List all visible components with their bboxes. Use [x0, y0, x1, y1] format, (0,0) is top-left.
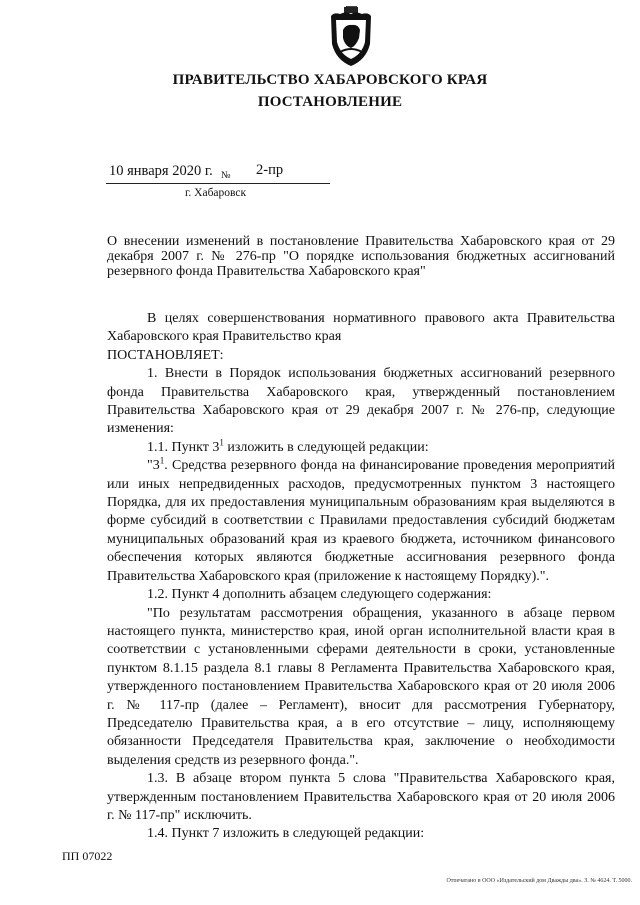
date-underline [106, 183, 330, 184]
document-number: 2-пр [256, 162, 284, 178]
coat-of-arms-emblem [326, 6, 376, 68]
paragraph-1: 1. Внести в Порядок использования бюджетных ассигнований резервного фонда Правительства Хабаровского края, утвержденный постановлением Правительства Хабаровского края от 29 декабря 2007 г. № 276-пр, следующие изменения: [107, 366, 615, 437]
paragraph-1-4: 1.4. Пункт 7 изложить в следующей редакции: [147, 826, 425, 842]
quote-1 [107, 457, 615, 586]
superscript: 1 [159, 455, 165, 466]
document-date: 10 января 2020 г. [109, 163, 213, 179]
paragraph-1-1-text-b: изложить в следующей редакции: [223, 439, 429, 455]
government-title: ПРАВИТЕЛЬСТВО ХАБАРОВСКОГО КРАЯ [172, 72, 488, 88]
resolves-heading: ПОСТАНОВЛЯЕТ: [107, 347, 224, 363]
paragraph-1-1-text-a: 1.1. Пункт 3 [147, 439, 220, 455]
number-sign: № [221, 170, 231, 181]
printer-imprint: Отпечатано в ООО «Издательский дом Дважды два». З. № 4624. Т. 5000. [446, 878, 632, 884]
quote-1-text-b: . Средства резервного фонда на финансирование проведения мероприятий или иных непредвиденных расходов, предусмотренных пунктом 3 настоящего Порядка, для их предоставления муниципальным образованиям края выделяются в форме субсидий в соответствии с Правилами предоставления субсидий бюджетам муниципальных образований края из краевого бюджета, источником финансового обеспечения которых являются бюджетные ассигнования резервного фонда Правительства Хабаровского края (приложение к настоящему Порядку).". [107, 458, 615, 584]
intro-paragraph: В целях совершенствования нормативного правового акта Правительства Хабаровского края Правительство края [107, 311, 615, 345]
quote-1-text-a: "3 [147, 458, 160, 474]
quote-2: "По результатам рассмотрения обращения, указанного в абзаце первом настоящего пункта, министерство края, иной орган исполнительной власти края в соответствии с установленными сферами деятельности в сроки, установленные пунктом 8.1.15 раздела 8.1 главы 8 Регламента Правительства Хабаровского края, утвержденного постановлением Правительства Хабаровского края от 20 июля 2006 г. № 117-пр (далее – Регламент), вносит для рассмотрения Губернатору, Председателю Правительства края, а в его отсутствие – лицу, исполняющему обязанности Председателя Правительства края, заключение о необходимости выделения средств из резервного фонда.". [107, 605, 615, 768]
city-label: г. Хабаровск [185, 187, 247, 199]
superscript: 1 [219, 437, 224, 448]
paragraph-1-2: 1.2. Пункт 4 дополнить абзацем следующего содержания: [147, 587, 492, 603]
document-type-title: ПОСТАНОВЛЕНИЕ [257, 94, 403, 110]
footer-code: ПП 07022 [62, 849, 113, 863]
document-body [107, 310, 615, 844]
paragraph-1-3: 1.3. В абзаце втором пункта 5 слова "Правительства Хабаровского края, утвержденным постановлением Правительства Хабаровского края от 20 июля 2006 г. № 117-пр" исключить. [107, 771, 615, 823]
paragraph-1-1 [107, 439, 615, 457]
document-subject: О внесении изменений в постановление Правительства Хабаровского края от 29 декабря 2007 г. № 276-пр "О порядке использования бюджетных ассигнований резервного фонда Правительства Хабаровского края" [107, 234, 615, 279]
